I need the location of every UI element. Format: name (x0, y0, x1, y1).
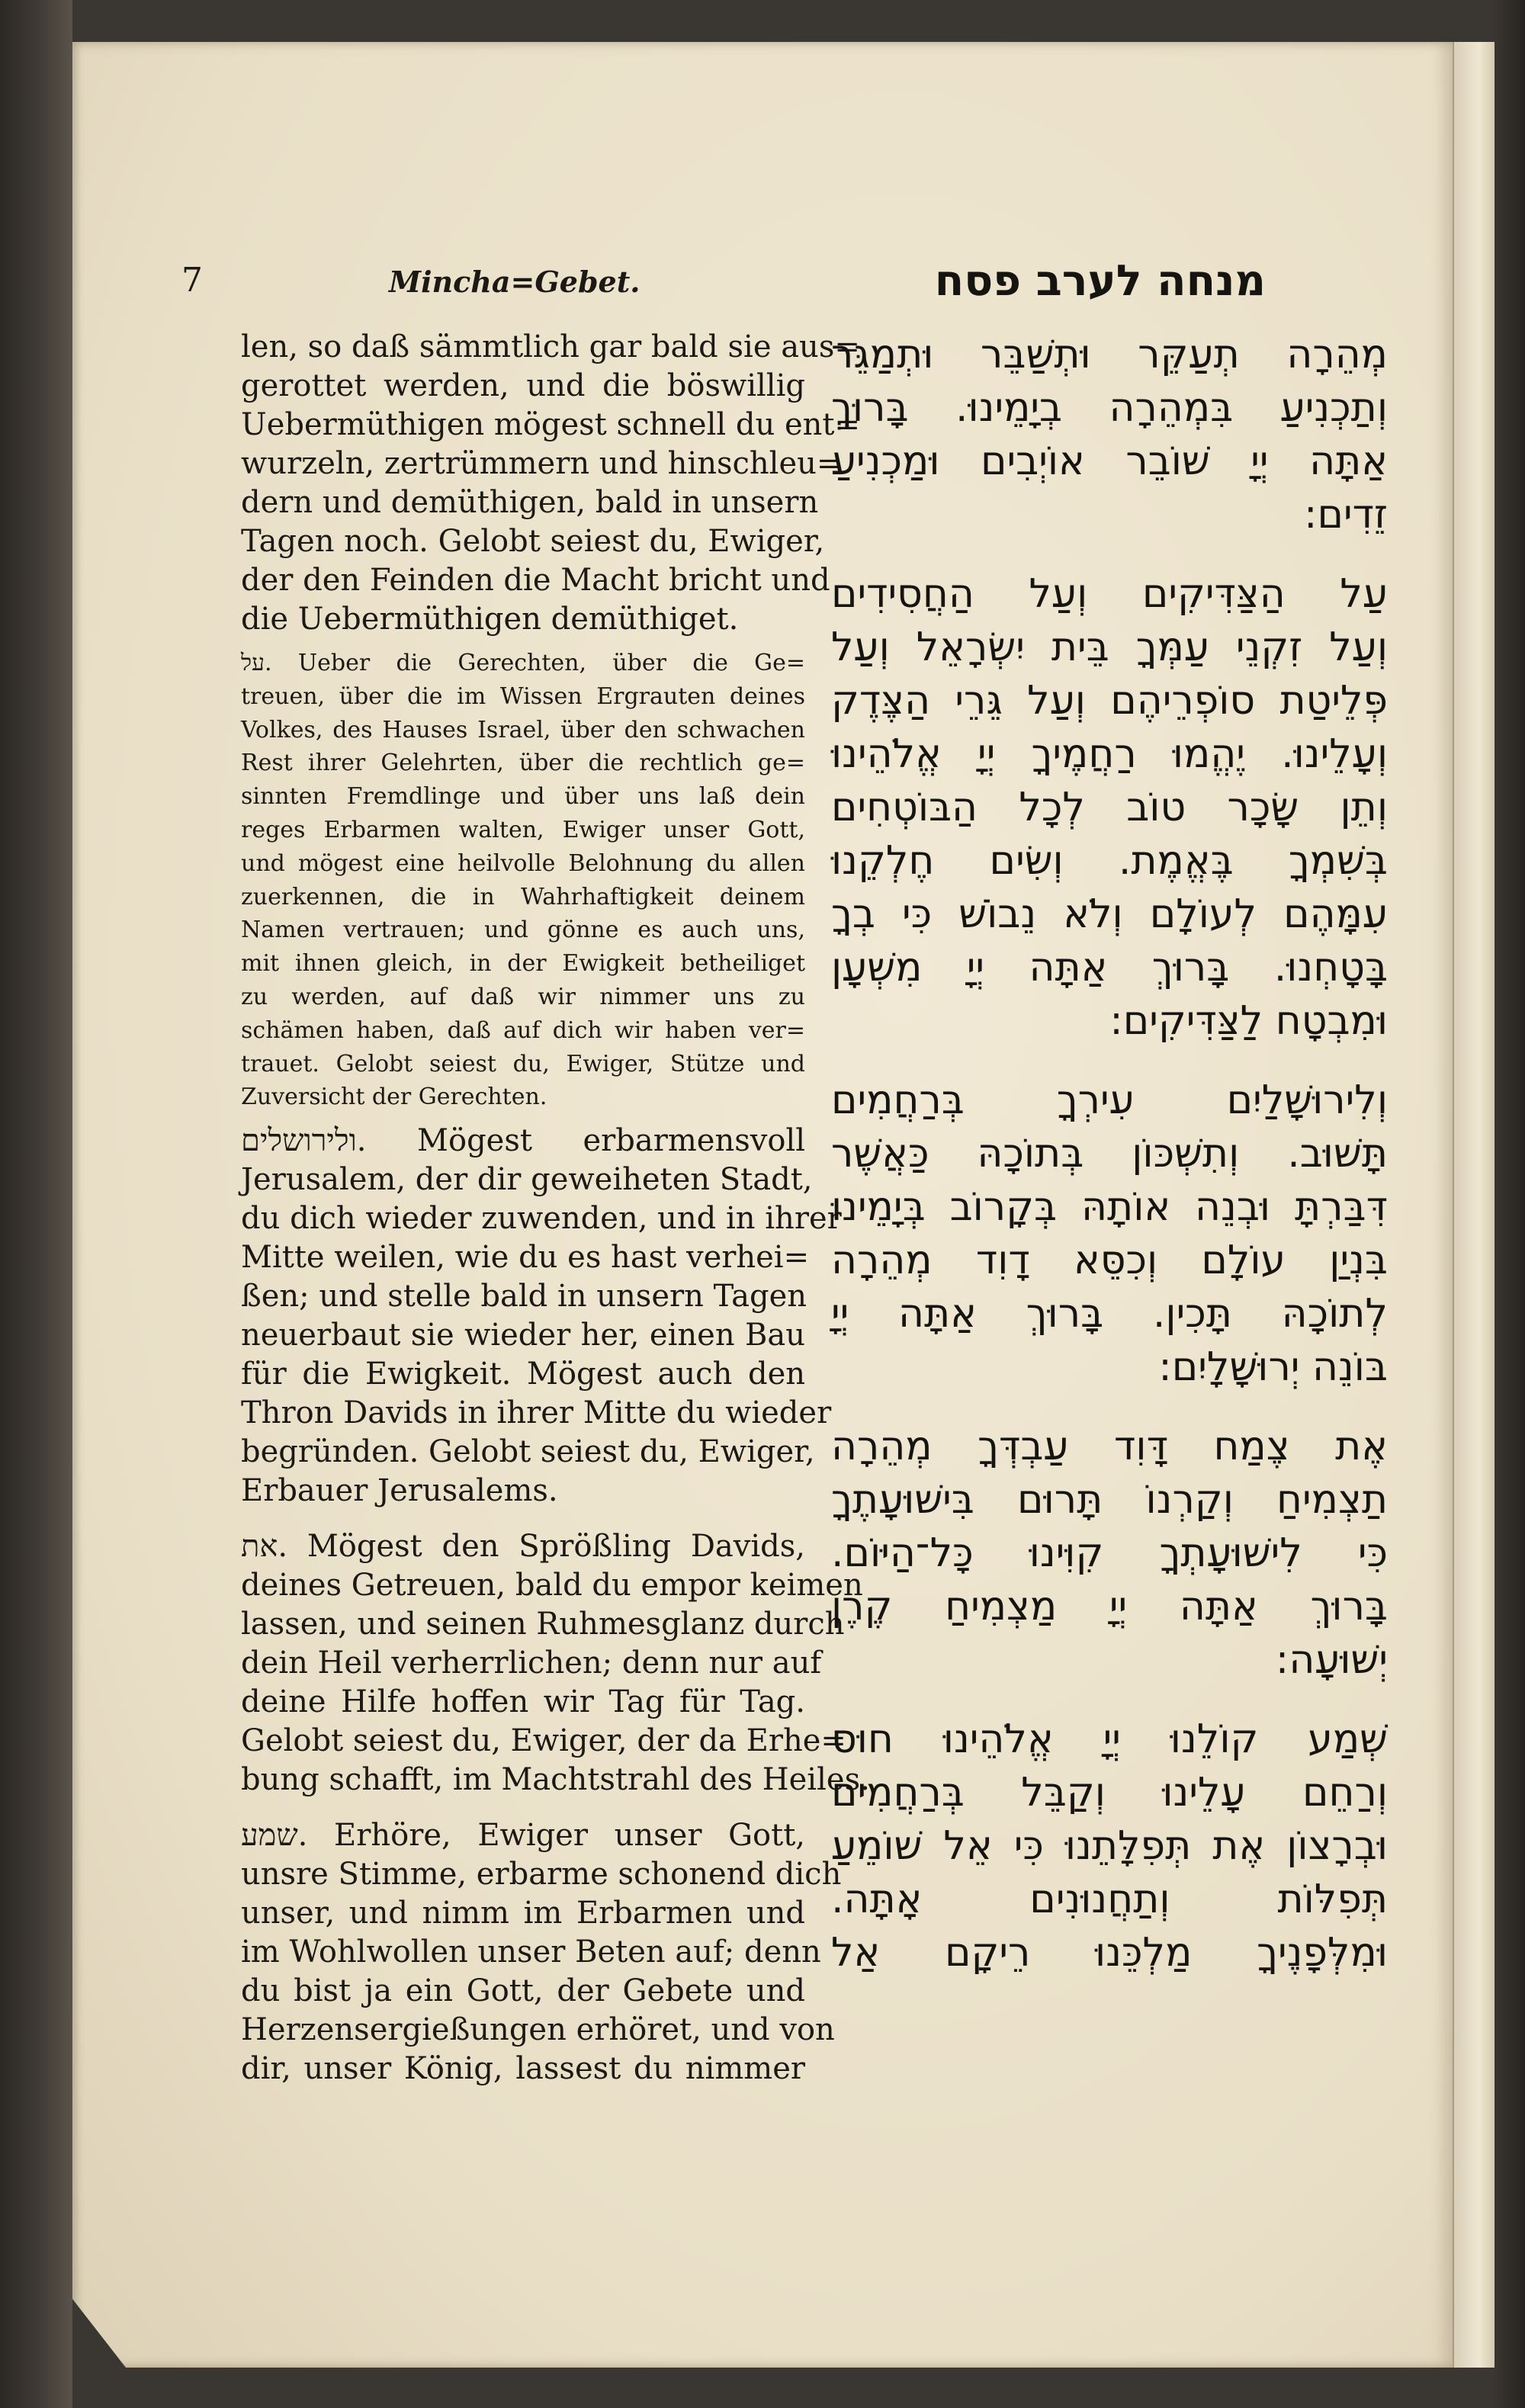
german-paragraph-3 (241, 1122, 842, 1511)
hebrew-line: כִּי לִישׁוּעָתְךָ קִוִּינוּ כָּל־הַיּוֹם. (831, 1530, 1388, 1576)
text-line: Gelobt seiest du, Ewiger, der da Erhe= (241, 1723, 846, 1759)
text-line: Mitte weilen, wie du es hast verhei= (241, 1240, 810, 1276)
hebrew-line: בּוֹנֵה יְרוּשָׁלָיִם: (1158, 1344, 1388, 1390)
page-number: 7 (181, 261, 203, 300)
hebrew-line: יְשׁוּעָה: (1275, 1637, 1388, 1683)
hebrew-line: תַצְמִיחַ וְקַרְנוֹ תָּרוּם בִּישׁוּעָתֶךָ (831, 1477, 1388, 1523)
hebrew-block-1 (831, 328, 1388, 541)
text-line: Namen vertrauen; und gönne es auch uns, (241, 917, 805, 944)
german-paragraph-4 (241, 1527, 870, 1800)
text-line: treuen, über die im Wissen Ergrauten deines (241, 682, 805, 710)
hebrew-line: תָּשׁוּב. וְתִשְׁכּוֹן בְּתוֹכָהּ כַּאֲשֶׁר (831, 1131, 1388, 1177)
text-line: deines Getreuen, bald du empor keimen (241, 1568, 863, 1604)
hebrew-column (831, 328, 1388, 1979)
hebrew-block-4 (831, 1420, 1388, 1687)
text-line: neuerbaut sie wieder her, einen Bau (241, 1318, 805, 1353)
text-line: gerottet werden, und die böswillig (241, 368, 805, 403)
hebrew-line: תְּפִלּוֹת וְתַחֲנוּנִים אָתָּה. (831, 1877, 1388, 1922)
hebrew-line: וְעָלֵינוּ. יֶהֱמוּ רַחֲמֶיךָ יְיָ אֱלֹהֵינוּ (831, 731, 1388, 777)
hebrew-line: לְתוֹכָהּ תָּכִין. בָּרוּךְ אַתָּה יְיָ (831, 1291, 1388, 1337)
hebrew-line: בָּטָחְנוּ. בָּרוּךְ אַתָּה יְיָ מִשְׁעָן (831, 945, 1388, 990)
text-line: את. Mögest den Sprößling Davids, (241, 1529, 805, 1565)
hebrew-line: דִּבַּרְתָּ וּבְנֵה אוֹתָהּ בְּקָרוֹב בְּיָמֵינוּ (831, 1184, 1388, 1230)
hebrew-line: וּבְרָצוֹן אֶת תְּפִלָּתֵנוּ כִּי אֵל שׁוֹמֵעַ (831, 1823, 1388, 1869)
text-line: zuerkennen, die in Wahrhaftigkeit deinem (241, 883, 805, 910)
hebrew-line: וְלִירוּשָׁלַיִם עִירְךָ בְּרַחֲמִים (831, 1077, 1388, 1123)
hebrew-line: אֶת צֶמַח דָּוִד עַבְדְּךָ מְהֵרָה (831, 1424, 1388, 1469)
text-line: der den Feinden die Macht bricht und (241, 563, 830, 598)
hebrew-line: וְרַחֵם עָלֵינוּ וְקַבֵּל בְּרַחֲמִים (831, 1770, 1388, 1816)
text-line: schämen haben, daß auf dich wir haben ver= (241, 1016, 805, 1044)
hebrew-block-5 (831, 1713, 1388, 1979)
running-head-hebrew: מנחה לערב פסח (934, 256, 1266, 306)
text-line: ßen; und stelle bald in unsern Tagen (241, 1279, 807, 1315)
german-paragraph-1 (241, 328, 860, 639)
next-page-edge (1453, 42, 1496, 2368)
book-cover-edge-left (0, 0, 72, 2408)
hebrew-line: וּמִבְטָח לַצַּדִּיקִים: (1109, 998, 1388, 1044)
hebrew-line: אַתָּה יְיָ שׁוֹבֵר אוֹיְבִים וּמַכְנִיעַ (831, 438, 1388, 484)
text-line: und mögest eine heilvolle Belohnung du allen (241, 849, 805, 877)
text-line: Jerusalem, der dir geweiheten Stadt, (241, 1162, 813, 1198)
text-line: zu werden, auf daß wir nimmer uns zu (241, 983, 805, 1010)
text-line: lassen, und seinen Ruhmesglanz durch (241, 1607, 845, 1642)
text-line: im Wohlwollen unser Beten auf; denn (241, 1934, 821, 1970)
text-line: Rest ihrer Gelehrten, über die rechtlich ge= (241, 750, 805, 777)
text-line: Erbauer Jerusalems. (241, 1473, 558, 1509)
text-line: len, so daß sämmtlich gar bald sie aus= (241, 329, 860, 364)
hebrew-line: וְעַל זִקְנֵי עַמְּךָ בֵּית יִשְׂרָאֵל וְעַל (831, 624, 1388, 670)
hebrew-line: בְּשִׁמְךָ בֶּאֱמֶת. וְשִׂים חֶלְקֵנוּ (831, 838, 1388, 884)
text-line: Zuversicht der Gerechten. (241, 1084, 547, 1111)
book-cover-edge-right (1494, 0, 1525, 2408)
text-line: bung schafft, im Machtstrahl des Heiles. (241, 1762, 870, 1798)
hebrew-line: בָּרוּךְ אַתָּה יְיָ מַצְמִיחַ קֶרֶן (831, 1584, 1388, 1629)
hebrew-line: עִמָּהֶם לְעוֹלָם וְלֹא נֵבוֹשׁ כִּי בְךָ (831, 891, 1388, 937)
text-line: sinnten Fremdlinge und über uns laß dein (241, 783, 805, 811)
worn-page-corner (72, 2299, 126, 2368)
text-line: dir, unser König, lassest du nimmer (241, 2051, 805, 2087)
text-line: Volkes, des Hauses Israel, über den schwachen (241, 716, 805, 743)
hebrew-line: בִּנְיַן עוֹלָם וְכִסֵּא דָוִד מְהֵרָה (831, 1238, 1388, 1283)
hebrew-line: פְּלֵיטַת סוֹפְרֵיהֶם וְעַל גֵּרֵי הַצֶּדֶק (831, 678, 1388, 724)
hebrew-block-2 (831, 567, 1388, 1048)
text-line: Uebermüthigen mögest schnell du ent= (241, 407, 860, 442)
text-line: Thron Davids in ihrer Mitte du wieder (241, 1395, 832, 1431)
hebrew-line: וּמִלְּפָנֶיךָ מַלְכֵּנוּ רֵיקָם אַל (831, 1930, 1388, 1976)
hebrew-line: זֵדִים: (1303, 492, 1388, 538)
hebrew-block-3 (831, 1074, 1388, 1394)
text-line: die Uebermüthigen demüthiget. (241, 602, 739, 637)
text-line: mit ihnen gleich, in der Ewigkeit betheiliget (241, 950, 805, 978)
text-line: שמע. Erhöre, Ewiger unser Gott, (241, 1818, 805, 1854)
text-line: für die Ewigkeit. Mögest auch den (241, 1357, 805, 1392)
text-line: unsre Stimme, erbarme schonend dich (241, 1857, 842, 1893)
text-line: begründen. Gelobt seiest du, Ewiger, (241, 1434, 815, 1470)
text-line: du dich wieder zuwenden, und in ihrer (241, 1201, 842, 1237)
german-paragraph-2 (241, 647, 805, 1114)
hebrew-line: שְׁמַע קוֹלֵנוּ יְיָ אֱלֹהֵינוּ חוּס (831, 1716, 1388, 1762)
text-line: dern und demüthigen, bald in unsern (241, 485, 819, 520)
text-line: Herzensergießungen erhöret, und von (241, 2012, 835, 2048)
text-line: unser, und nimm im Erbarmen und (241, 1896, 805, 1931)
text-line: על. Ueber die Gerechten, über die Ge= (241, 650, 805, 676)
hebrew-line: וְתֵן שָׂכָר טוֹב לְכָל הַבּוֹטְחִים (831, 785, 1388, 830)
hebrew-line: וְתַכְנִיעַ בִּמְהֵרָה בְיָמֵינוּ. בָּרוּךְ (831, 385, 1388, 431)
hebrew-line: עַל הַצַּדִּיקִים וְעַל הַחֲסִידִים (831, 571, 1388, 617)
text-line: reges Erbarmen walten, Ewiger unser Gott, (241, 816, 805, 843)
text-line: trauet. Gelobt seiest du, Ewiger, Stütze und (241, 1050, 805, 1077)
text-line: deine Hilfe hoffen wir Tag für Tag. (241, 1684, 805, 1720)
hebrew-line: מְהֵרָה תְעַקֵּר וּתְשַׁבֵּר וּתְמַגֵּר (831, 332, 1388, 377)
german-paragraph-5 (241, 1816, 842, 2089)
text-line: Tagen noch. Gelobt seiest du, Ewiger, (241, 524, 825, 559)
text-line: dein Heil verherrlichen; denn nur auf (241, 1645, 822, 1681)
text-line: du bist ja ein Gott, der Gebete und (241, 1973, 805, 2009)
text-line: ולירושלים. Mögest erbarmensvoll (241, 1123, 805, 1159)
text-line: wurzeln, zertrümmern und hinschleu= (241, 446, 843, 481)
german-column (241, 328, 870, 2089)
running-head-german: Mincha=Gebet. (389, 265, 640, 299)
